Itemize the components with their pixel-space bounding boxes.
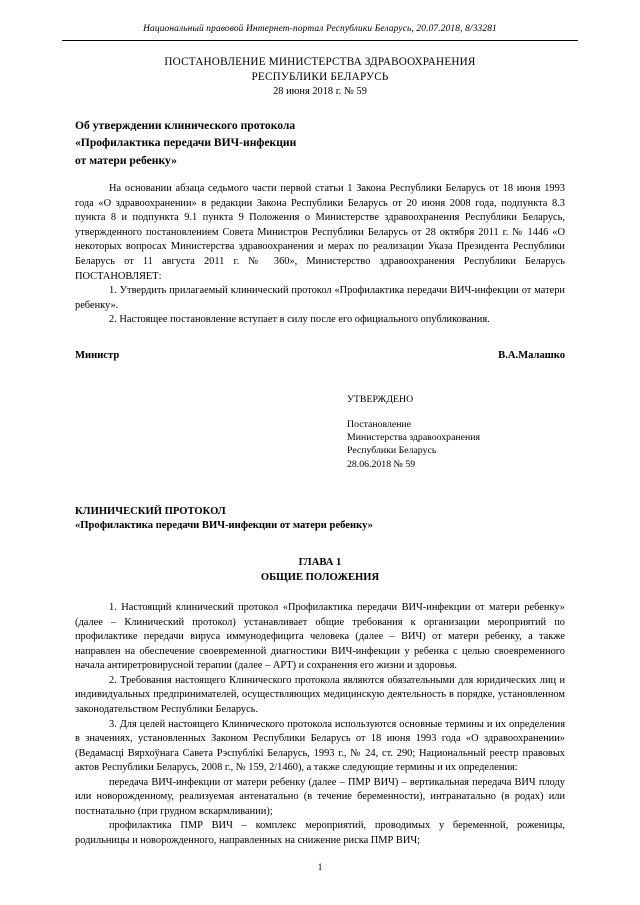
protocol-title	[75, 505, 565, 534]
chapter-heading	[75, 556, 565, 585]
protocol-title-line-2: «Профилактика передачи ВИЧ-инфекции от матери ребенку»	[75, 520, 373, 532]
body-item-1: 1. Настоящий клинический протокол «Профилактика передачи ВИЧ-инфекции от матери ребенку» (далее – Клинический протокол) устанавливает общие требования к организации мероприятий по профилактике передачи вируса иммунодефицита человека (далее – ВИЧ) от матери ребенку, а также направлен на обеспечение своевременной диагностики ВИЧ-инфекции у ребенка с целью своевременного начала антиретровирусной терапии (далее – АРТ) и сохранения его жизни и здоровья.	[75, 602, 565, 672]
signature-name: В.А.Малашко	[498, 349, 565, 361]
chapter-name: ОБЩИЕ ПОЛОЖЕНИЯ	[260, 571, 380, 583]
approval-line-3: Республики Беларусь	[347, 445, 437, 457]
signature-block	[75, 350, 565, 361]
document-title	[75, 55, 565, 84]
approval-line-4: 28.06.2018 № 59	[347, 458, 416, 470]
signature-role: Министр	[75, 349, 120, 361]
document-content	[75, 55, 565, 848]
body-item-2: 2. Требования настоящего Клинического протокола являются обязательными для юридических лиц и индивидуальных предпринимателей, осуществляющих медицинскую деятельность в порядке, установленном законодательством Республики Беларусь.	[75, 674, 565, 715]
chapter-number: ГЛАВА 1	[298, 556, 342, 568]
approval-line-1: Постановление	[347, 418, 412, 430]
preamble-item-1: 1. Утвердить прилагаемый клинический протокол «Профилактика передачи ВИЧ-инфекции от матери ребенку».	[75, 285, 565, 311]
document-title-line-1: ПОСТАНОВЛЕНИЕ МИНИСТЕРСТВА ЗДРАВООХРАНЕНИЯ	[164, 56, 476, 68]
approval-line-2: Министерства здравоохранения	[347, 432, 481, 444]
body-term-2: профилактика ПМР ВИЧ – комплекс мероприятий, проводимых у беременной, роженицы, родильницы и новорожденного, направленных на снижение риска ПМР ВИЧ;	[75, 820, 565, 846]
page-number: 1	[317, 862, 323, 873]
subject-line-2: «Профилактика передачи ВИЧ-инфекции	[75, 136, 297, 150]
subject-line-3: от матери ребенку»	[75, 153, 177, 167]
body-item-3: 3. Для целей настоящего Клинического протокола используются основные термины и их определения в значениях, установленных Законом Республики Беларусь от 18 июня 1993 года «О здравоохранении» (Ведамасці Вярхоўнага Савета Рэспублікі Беларусь, 1993 г., № 24, ст. 290; Национальный реестр правовых актов Республики Беларусь, 2008 г., № 159, 2/1460), а также следующие термины и их определения:	[75, 718, 565, 774]
running-header: Национальный правовой Интернет-портал Республики Беларусь, 20.07.2018, 8/33281	[143, 24, 497, 34]
subject-line-1: Об утверждении клинического протокола	[75, 118, 296, 132]
preamble-paragraph: На основании абзаца седьмого части первой статьи 1 Закона Республики Беларусь от 18 июня 1993 года «О здравоохранении» в редакции Закона Республики Беларусь от 20 июня 2008 года, подпункта 8.3 пункта 8 и подпункта 9.1 пункта 9 Положения о Министерстве здравоохранения Республики Беларусь, утвержденного постановлением Совета Министров Республики Беларусь от 28 октября 2011 г. № 1446 «О некоторых вопросах Министерства здравоохранения и мерах по реализации Указа Президента Республики Беларусь от 11 августа 2011 г. № 360», Министерство здравоохранения Республики Беларусь ПОСТАНОВЛЯЕТ:	[75, 183, 565, 282]
document-subject	[75, 117, 565, 170]
body-term-1: передача ВИЧ-инфекции от матери ребенку (далее – ПМР ВИЧ) – вертикальная передача ВИЧ плоду или новорожденному, реализуемая антенатально (в течение беременности), интранатально (в родах) или постнатально (при грудном вскармливании);	[75, 776, 565, 817]
approval-block	[347, 393, 565, 471]
header-divider	[62, 40, 578, 41]
document-date: 28 июня 2018 г. № 59	[273, 86, 367, 98]
preamble-item-2: 2. Настоящее постановление вступает в силу после его официального опубликования.	[109, 314, 490, 326]
document-title-line-2: РЕСПУБЛИКИ БЕЛАРУСЬ	[251, 70, 389, 83]
protocol-title-line-1: КЛИНИЧЕСКИЙ ПРОТОКОЛ	[75, 505, 226, 517]
protocol-body	[75, 601, 565, 848]
approval-heading: УТВЕРЖДЕНО	[347, 393, 414, 405]
